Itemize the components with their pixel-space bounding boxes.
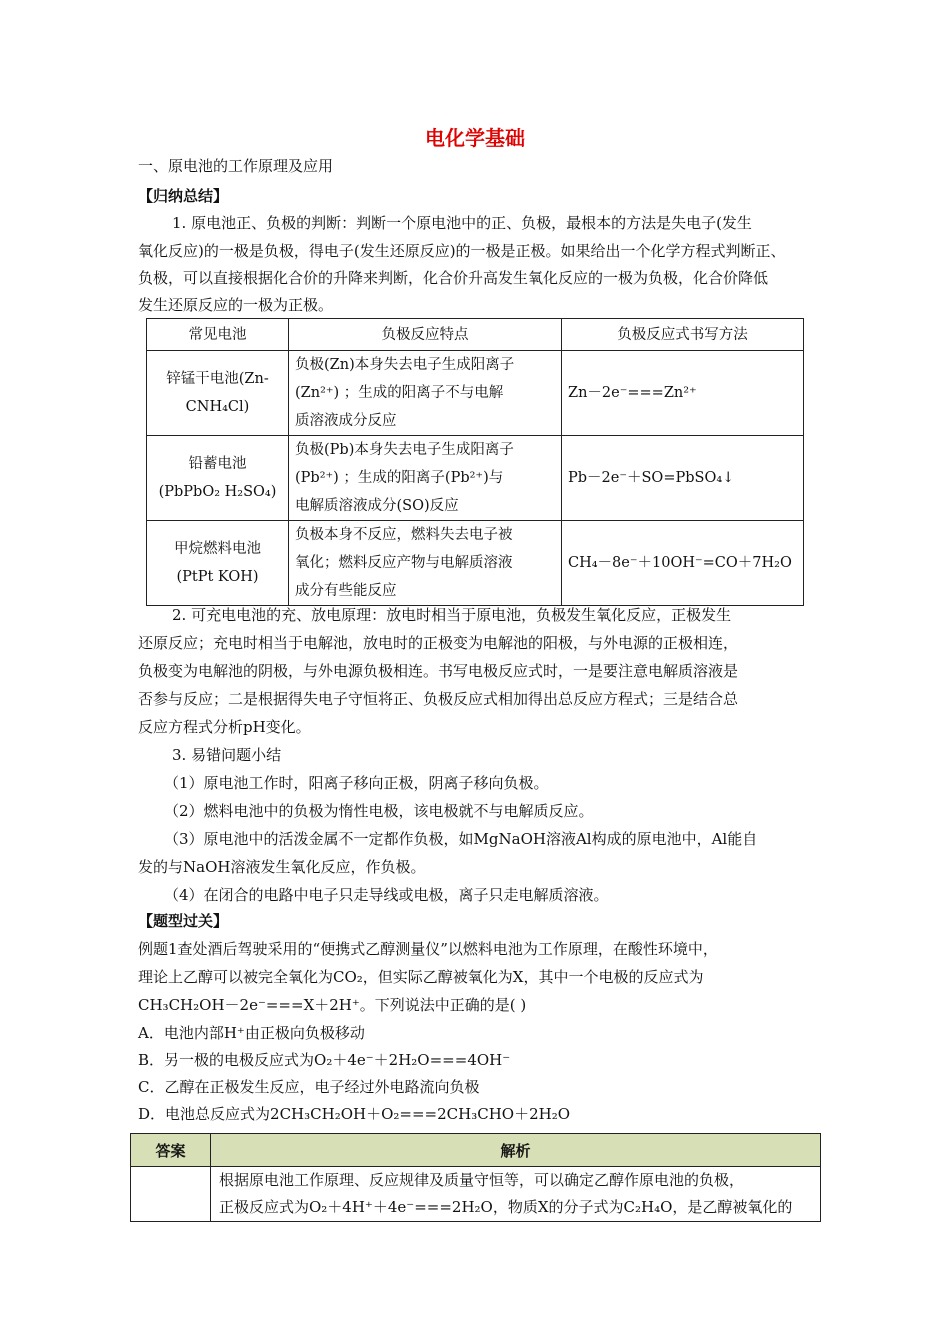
battery-cell: [147, 436, 289, 521]
table-header-row: [147, 319, 804, 351]
cell-line: 氧化；燃料反应产物与电解质溶液: [295, 555, 513, 571]
cell-line: (Pb²⁺) ；生成的阳离子(Pb²⁺)与: [295, 470, 504, 486]
cell-line: 铅蓄电池: [188, 456, 247, 472]
paragraph-line: 1. 原电池正、负极的判断：判断一个原电池中的正、负极，最根本的方法是失电子(发生: [172, 214, 752, 232]
question-heading: 【题型过关】: [138, 912, 229, 930]
list-item: （3）原电池中的活泼金属不一定都作负极，如MgNaOH溶液Al构成的原电池中，Al能自: [164, 830, 758, 848]
paragraph-line: 负极，可以直接根据化合价的升降来判断，化合价升高发生氧化反应的一极为负极，化合价降低: [138, 269, 769, 287]
list-item: （4）在闭合的电路中电子只走导线或电极，离子只走电解质溶液。: [164, 886, 609, 904]
table-header-cell: 常见电池: [147, 319, 289, 351]
table-header-cell: 负极反应式书写方法: [562, 319, 804, 351]
paragraph-line: 2. 可充电电池的充、放电原理：放电时相当于原电池，负极发生氧化反应，正极发生: [172, 606, 732, 624]
page-title: 电化学基础: [425, 126, 525, 150]
analysis-line: 根据原电池工作原理、反应规律及质量守恒等，可以确定乙醇作原电池的负极，: [219, 1171, 745, 1189]
paragraph-line: 氧化反应)的一极是负极，得电子(发生还原反应)的一极是正极。如果给出一个化学方程式判断正、: [138, 242, 786, 260]
battery-cell: [147, 351, 289, 436]
answer-header: 答案: [131, 1134, 211, 1167]
cell-line: (PtPt KOH): [176, 569, 259, 585]
option-a: A．电池内部H⁺由正极向负极移动: [138, 1024, 365, 1042]
answer-body-row: [131, 1167, 821, 1222]
analysis-header: 解析: [211, 1134, 821, 1167]
list-item: （2）燃料电池中的负极为惰性电极，该电极就不与电解质反应。: [164, 802, 594, 820]
cell-line: (Zn²⁺) ；生成的阳离子不与电解: [295, 385, 504, 401]
option-b: B．另一极的电极反应式为O₂＋4e⁻＋2H₂O===4OH⁻: [138, 1051, 511, 1069]
table-row: [147, 436, 804, 521]
battery-cell: [147, 521, 289, 606]
formula-cell: Zn－2e⁻===Zn²⁺: [562, 351, 804, 436]
battery-table: [146, 318, 804, 606]
cell-line: CNH₄Cl): [185, 399, 250, 415]
subheading: 3. 易错问题小结: [172, 746, 282, 764]
cell-line: 负极(Zn)本身失去电子生成阳离子: [295, 357, 515, 373]
formula-cell: CH₄－8e⁻＋10OH⁻=CO＋7H₂O: [562, 521, 804, 606]
feature-cell: [289, 436, 562, 521]
cell-line: 成分有些能反应: [295, 583, 397, 599]
cell-line: 负极本身不反应，燃料失去电子被: [295, 527, 513, 543]
paragraph-line: 还原反应；充电时相当于电解池，放电时的正极变为电解池的阳极，与外电源的正极相连，: [138, 634, 739, 652]
answer-header-row: [131, 1134, 821, 1167]
paragraph-line: 负极变为电解池的阴极，与外电源负极相连。书写电极反应式时，一是要注意电解质溶液是: [138, 662, 739, 680]
analysis-cell: [211, 1167, 821, 1222]
option-c: C．乙醇在正极发生反应，电子经过外电路流向负极: [138, 1078, 480, 1096]
analysis-line: 正极反应式为O₂＋4H⁺＋4e⁻===2H₂O，物质X的分子式为C₂H₄O，是乙醇被氧化的: [219, 1198, 793, 1216]
question-line: 理论上乙醇可以被完全氧化为CO₂，但实际乙醇被氧化为X，其中一个电极的反应式为: [138, 968, 704, 986]
summary-heading: 【归纳总结】: [138, 187, 229, 205]
cell-line: 电解质溶液成分(SO)反应: [295, 498, 459, 514]
cell-line: 甲烷燃料电池: [174, 541, 261, 557]
answer-cell: [131, 1167, 211, 1222]
table-header-cell: 负极反应特点: [289, 319, 562, 351]
cell-line: (PbPbO₂ H₂SO₄): [158, 484, 277, 500]
paragraph-line: 反应方程式分析pH变化。: [138, 718, 311, 736]
cell-line: 锌锰干电池(Zn-: [166, 371, 269, 387]
feature-cell: [289, 521, 562, 606]
feature-cell: [289, 351, 562, 436]
table-row: [147, 351, 804, 436]
formula-cell: Pb－2e⁻＋SO=PbSO₄↓: [562, 436, 804, 521]
paragraph-line: 发生还原反应的一极为正极。: [138, 296, 334, 314]
option-d: D．电池总反应式为2CH₃CH₂OH＋O₂===2CH₃CHO＋2H₂O: [138, 1105, 571, 1123]
table-row: [147, 521, 804, 606]
cell-line: 质溶液成分反应: [295, 413, 397, 429]
list-item: 发的与NaOH溶液发生氧化反应，作负极。: [138, 858, 426, 876]
answer-table: [130, 1133, 821, 1222]
question-line: 例题1查处酒后驾驶采用的“便携式乙醇测量仪”以燃料电池为工作原理，在酸性环境中，: [138, 940, 718, 958]
question-line: CH₃CH₂OH－2e⁻===X＋2H⁺。下列说法中正确的是( ): [138, 996, 527, 1014]
cell-line: 负极(Pb)本身失去电子生成阳离子: [295, 442, 514, 458]
section-heading: 一、原电池的工作原理及应用: [138, 157, 334, 175]
paragraph-line: 否参与反应；二是根据得失电子守恒将正、负极反应式相加得出总反应方程式；三是结合总: [138, 690, 739, 708]
list-item: （1）原电池工作时，阳离子移向正极，阴离子移向负极。: [164, 774, 549, 792]
